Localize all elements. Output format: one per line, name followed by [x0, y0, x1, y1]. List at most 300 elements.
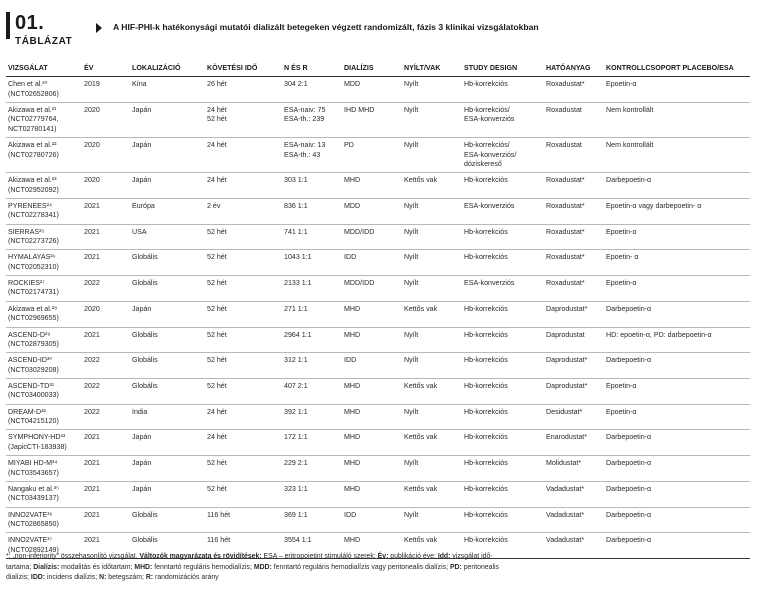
cell-n-and-r-line: 3554 1:1 — [284, 536, 312, 545]
cell-design — [462, 301, 544, 327]
cell-study-line: Akizawa et al.²² — [8, 141, 57, 150]
cell-blinding: Nyílt — [402, 276, 462, 302]
cell-n-and-r — [282, 224, 342, 250]
cell-control: Epoetin-α — [604, 276, 750, 302]
cell-n-and-r-line: 2964 1:1 — [284, 330, 312, 339]
cell-followup-line: 116 hét — [207, 510, 231, 519]
cell-study — [6, 430, 82, 456]
cell-design-line: dóziskereső — [464, 159, 502, 168]
cell-drug: Vadadustat* — [544, 533, 604, 559]
cell-study — [6, 507, 82, 533]
cell-study-line: MIYABI HD-M³⁴ — [8, 459, 58, 468]
cell-location: Globális — [130, 276, 205, 302]
table-row — [6, 507, 750, 533]
cell-n-and-r-line: 2133 1:1 — [284, 279, 312, 288]
cell-n-and-r-line: 303 1:1 — [284, 176, 308, 185]
cell-study — [6, 353, 82, 379]
cell-study — [6, 481, 82, 507]
cell-design-line: Hb-korrekciós — [464, 227, 508, 236]
cell-design — [462, 378, 544, 404]
cell-blinding: Kettős vak — [402, 301, 462, 327]
cell-design-line: Hb-korrekciós — [464, 304, 508, 313]
cell-followup — [205, 507, 282, 533]
cell-control: Epoetin-α — [604, 404, 750, 430]
cell-control: Epoetin-α vagy darbepoetin- α — [604, 198, 750, 224]
cell-study-line: Akizawa et al.²³ — [8, 176, 57, 185]
footnote-text: fenntartó reguláris hemodialízis vagy peritonealis dialízis; — [271, 563, 450, 571]
cell-followup-line: 52 hét — [207, 330, 227, 339]
cell-dialysis: MHD — [342, 327, 402, 353]
table-header — [6, 10, 751, 50]
cell-followup — [205, 198, 282, 224]
cell-design — [462, 353, 544, 379]
table-row — [6, 250, 750, 276]
cell-design — [462, 103, 544, 138]
column-header: VIZSGÁLAT — [6, 62, 82, 77]
cell-study-line: (JapicCTI-183938) — [8, 442, 67, 451]
cell-year: 2022 — [82, 276, 130, 302]
footnote-text: *: „non-inferiority" összehasonlító vizsgálat. — [6, 553, 140, 560]
cell-year: 2022 — [82, 404, 130, 430]
cell-n-and-r — [282, 173, 342, 199]
cell-control: Darbepoetin-α — [604, 533, 750, 559]
cell-dialysis: IDD — [342, 507, 402, 533]
cell-blinding: Nyílt — [402, 138, 462, 173]
cell-year: 2021 — [82, 327, 130, 353]
cell-location: Globális — [130, 327, 205, 353]
column-header: STUDY DESIGN — [462, 62, 544, 77]
cell-year: 2022 — [82, 353, 130, 379]
cell-followup-line: 52 hét — [207, 227, 227, 236]
cell-dialysis: IDD — [342, 353, 402, 379]
footnote-abbr: Dialízis: — [33, 563, 60, 571]
cell-drug: Vadadustat* — [544, 481, 604, 507]
cell-drug: Roxadustat* — [544, 250, 604, 276]
table-row — [6, 301, 750, 327]
cell-design-line: Hb-korrekciós — [464, 80, 508, 89]
cell-study-line: (NCT02952092) — [8, 185, 59, 194]
cell-design — [462, 250, 544, 276]
cell-study — [6, 301, 82, 327]
cell-followup-line: 52 hét — [207, 304, 227, 313]
cell-n-and-r — [282, 481, 342, 507]
cell-blinding: Kettős vak — [402, 173, 462, 199]
cell-n-and-r — [282, 378, 342, 404]
footnote-abbr: Idd: — [437, 553, 451, 560]
table-row — [6, 276, 750, 302]
cell-followup-line: 52 hét — [207, 459, 227, 468]
cell-study-line: INNO2VATE³⁶ — [8, 510, 53, 519]
cell-blinding: Nyílt — [402, 353, 462, 379]
footnote — [6, 552, 750, 584]
cell-followup-line: 52 hét — [207, 381, 227, 390]
cell-drug: Roxadustat* — [544, 77, 604, 103]
cell-n-and-r-line: ESA-th.: 43 — [284, 150, 321, 159]
cell-study — [6, 103, 82, 138]
cell-year: 2021 — [82, 533, 130, 559]
cell-drug: Daprodustat* — [544, 353, 604, 379]
cell-study-line: ASCEND-ID³⁰ — [8, 356, 53, 365]
cell-location: Globális — [130, 353, 205, 379]
cell-location: Európa — [130, 198, 205, 224]
cell-drug: Daprodustat* — [544, 301, 604, 327]
cell-study — [6, 456, 82, 482]
cell-dialysis: MDD/IDD — [342, 224, 402, 250]
cell-year: 2022 — [82, 378, 130, 404]
table-row — [6, 224, 750, 250]
cell-design-line: Hb-korrekciós — [464, 433, 508, 442]
cell-blinding: Nyílt — [402, 507, 462, 533]
cell-year: 2020 — [82, 138, 130, 173]
footnote-bold: Változók magyarázata és rövidítések: — [139, 553, 262, 560]
cell-design-line: ESA-konverziós/ — [464, 150, 517, 159]
cell-n-and-r-line: 229 2:1 — [284, 459, 308, 468]
cell-year: 2020 — [82, 173, 130, 199]
cell-design-line: ESA-konverziós — [464, 279, 515, 288]
cell-design-line: Hb-korrekciós — [464, 381, 508, 390]
cell-followup — [205, 327, 282, 353]
cell-design-line: Hb-korrekciós — [464, 176, 508, 185]
column-header: N ÉS R — [282, 62, 342, 77]
cell-location: Globális — [130, 378, 205, 404]
cell-design — [462, 77, 544, 103]
cell-study — [6, 138, 82, 173]
cell-n-and-r-line: 312 1:1 — [284, 356, 308, 365]
cell-control: HD: epoetin-α, PD: darbepoetin-α — [604, 327, 750, 353]
cell-dialysis: MHD — [342, 456, 402, 482]
table-row — [6, 430, 750, 456]
cell-followup-line: 2 év — [207, 201, 221, 210]
footnote-abbr: IDD: — [30, 574, 46, 582]
column-header: HATÓANYAG — [544, 62, 604, 77]
cell-design — [462, 404, 544, 430]
cell-year: 2021 — [82, 507, 130, 533]
cell-followup — [205, 224, 282, 250]
footnote-abbr: PD: — [449, 563, 462, 571]
table-body — [6, 77, 750, 559]
cell-study-line: Nangaku et al.³⁵ — [8, 484, 60, 493]
cell-drug: Roxadustat — [544, 138, 604, 173]
cell-drug: Roxadustat* — [544, 276, 604, 302]
cell-study-line: Chen et al.²⁰ — [8, 80, 48, 89]
cell-n-and-r — [282, 250, 342, 276]
cell-blinding: Kettős vak — [402, 430, 462, 456]
cell-study-line: INNO2VATE³⁷ — [8, 536, 53, 545]
cell-study — [6, 173, 82, 199]
footnote-abbr: Év: — [377, 553, 389, 560]
cell-study-line: (NCT02865850) — [8, 519, 59, 528]
cell-dialysis: MDD — [342, 77, 402, 103]
cell-location: Japán — [130, 481, 205, 507]
cell-followup — [205, 77, 282, 103]
cell-n-and-r — [282, 353, 342, 379]
cell-study-line: (NCT02879305) — [8, 339, 59, 348]
table-row — [6, 481, 750, 507]
cell-design — [462, 456, 544, 482]
footnote-line-2 — [6, 563, 750, 574]
accent-bar — [6, 12, 10, 39]
cell-year: 2021 — [82, 198, 130, 224]
cell-drug: Vadadustat* — [544, 507, 604, 533]
cell-control: Epoetin-α — [604, 224, 750, 250]
footnote-text: dialízis; — [6, 574, 31, 582]
cell-n-and-r — [282, 103, 342, 138]
cell-drug: Daprodustat — [544, 327, 604, 353]
cell-study — [6, 276, 82, 302]
cell-blinding: Nyílt — [402, 250, 462, 276]
footnote-text: incidens dialízis; — [45, 574, 100, 582]
cell-design — [462, 507, 544, 533]
cell-design — [462, 198, 544, 224]
cell-study-line: ASCEND-TD³¹ — [8, 381, 55, 390]
cell-design-line: ESA-konverziós — [464, 115, 515, 124]
cell-blinding: Kettős vak — [402, 378, 462, 404]
cell-study — [6, 77, 82, 103]
cell-dialysis: PD — [342, 138, 402, 173]
cell-study-line: (NCT03400033) — [8, 391, 59, 400]
cell-drug: Daprodustat* — [544, 378, 604, 404]
cell-design-line: Hb-korrekciós — [464, 536, 508, 545]
cell-study — [6, 378, 82, 404]
cell-dialysis: MHD — [342, 430, 402, 456]
cell-n-and-r — [282, 430, 342, 456]
cell-design — [462, 138, 544, 173]
play-arrow-icon — [96, 23, 102, 33]
cell-study-line: (NCT02273726) — [8, 237, 59, 246]
cell-control: Darbepoetin-α — [604, 301, 750, 327]
cell-study — [6, 224, 82, 250]
cell-study-line: (NCT02052310) — [8, 262, 59, 271]
cell-blinding: Nyílt — [402, 456, 462, 482]
footnote-text: publikáció éve; — [388, 553, 438, 560]
footnote-text: modalitás és időtartam; — [59, 563, 135, 571]
cell-blinding: Nyílt — [402, 198, 462, 224]
footnote-text: randomizációs arány — [153, 574, 219, 582]
table-title: A HIF-PHI-k hatékonysági mutatói dializált betegeken végzett randomizált, fázis 3 klinikai vizsgálatokban — [113, 22, 539, 32]
cell-n-and-r-line: 407 2:1 — [284, 381, 308, 390]
footnote-text: fenntartó reguláris hemodialízis; — [152, 563, 254, 571]
column-header: KONTROLLCSOPORT PLACEBO/ESA — [604, 62, 750, 77]
cell-followup-line: 24 hét — [207, 433, 227, 442]
cell-blinding: Kettős vak — [402, 481, 462, 507]
cell-design-line: Hb-korrekciós — [464, 484, 508, 493]
footnote-line-3 — [6, 573, 750, 584]
cell-control: Epoetin-α — [604, 378, 750, 404]
cell-control: Darbepoetin-α — [604, 430, 750, 456]
cell-study-line: ROCKIES²⁷ — [8, 279, 45, 288]
cell-location: India — [130, 404, 205, 430]
cell-year: 2021 — [82, 430, 130, 456]
cell-followup — [205, 481, 282, 507]
cell-study-line: (NCT02174731) — [8, 288, 59, 297]
cell-year: 2021 — [82, 481, 130, 507]
cell-study-line: (NCT03543657) — [8, 468, 59, 477]
column-header: DIALÍZIS — [342, 62, 402, 77]
cell-study — [6, 327, 82, 353]
cell-study — [6, 250, 82, 276]
footnote-abbr: MDD: — [253, 563, 272, 571]
table-row — [6, 353, 750, 379]
table-row — [6, 456, 750, 482]
cell-blinding: Nyílt — [402, 404, 462, 430]
cell-followup — [205, 378, 282, 404]
cell-year: 2021 — [82, 456, 130, 482]
cell-year: 2021 — [82, 250, 130, 276]
cell-year: 2021 — [82, 224, 130, 250]
cell-study-line: ASCEND-D²⁹ — [8, 330, 51, 339]
cell-design-line: Hb-korrekciós/ — [464, 106, 510, 115]
cell-design-line: ESA-konverziós — [464, 201, 515, 210]
cell-drug: Roxadustat — [544, 103, 604, 138]
cell-followup-line: 24 hét — [207, 176, 227, 185]
cell-design-line: Hb-korrekciós — [464, 407, 508, 416]
cell-blinding: Nyílt — [402, 327, 462, 353]
cell-study-line: (NCT02892149) — [8, 545, 59, 554]
cell-dialysis: MHD — [342, 481, 402, 507]
cell-year: 2020 — [82, 103, 130, 138]
table-number: 01. — [15, 12, 45, 34]
cell-n-and-r — [282, 456, 342, 482]
cell-control: Darbepoetin-α — [604, 353, 750, 379]
table-row — [6, 103, 750, 138]
cell-blinding: Kettős vak — [402, 533, 462, 559]
cell-dialysis: IHD MHD — [342, 103, 402, 138]
cell-drug: Desidustat* — [544, 404, 604, 430]
cell-n-and-r — [282, 507, 342, 533]
cell-followup — [205, 103, 282, 138]
cell-study-line: DREAM-D³² — [8, 407, 46, 416]
cell-study-line: Akizawa et al.²⁸ — [8, 304, 58, 313]
cell-followup-line: 52 hét — [207, 115, 227, 124]
cell-study-line: (NCT02278341) — [8, 211, 59, 220]
column-header: LOKALIZÁCIÓ — [130, 62, 205, 77]
footnote-text: ESA – eritropoietint stimuláló szerek; — [261, 553, 378, 560]
cell-n-and-r-line: 304 2:1 — [284, 80, 308, 89]
cell-n-and-r-line: 271 1:1 — [284, 304, 308, 313]
cell-drug: Roxadustat* — [544, 224, 604, 250]
cell-n-and-r — [282, 301, 342, 327]
cell-drug: Roxadustat* — [544, 173, 604, 199]
cell-dialysis: MHD — [342, 173, 402, 199]
cell-followup-line: 52 hét — [207, 356, 227, 365]
cell-location: Japán — [130, 103, 205, 138]
cell-location: Globális — [130, 507, 205, 533]
cell-study-line: NCT02780141) — [8, 124, 57, 133]
cell-design — [462, 224, 544, 250]
cell-design — [462, 327, 544, 353]
cell-n-and-r-line: 836 1:1 — [284, 201, 308, 210]
cell-study-line: (NCT03439137) — [8, 494, 59, 503]
table-row — [6, 378, 750, 404]
cell-location: Japán — [130, 138, 205, 173]
footnote-text: vizsgálat idő- — [450, 553, 493, 560]
cell-n-and-r-line: 392 1:1 — [284, 407, 308, 416]
cell-n-and-r — [282, 77, 342, 103]
cell-dialysis: MHD — [342, 404, 402, 430]
cell-control: Epoetin- α — [604, 250, 750, 276]
table-row — [6, 327, 750, 353]
cell-design-line: Hb-korrekciós — [464, 330, 508, 339]
cell-followup — [205, 276, 282, 302]
cell-dialysis: MHD — [342, 301, 402, 327]
cell-n-and-r-line: 369 1:1 — [284, 510, 308, 519]
cell-drug: Molidustat* — [544, 456, 604, 482]
cell-design-line: Hb-korrekciós — [464, 459, 508, 468]
cell-design — [462, 481, 544, 507]
table-row — [6, 404, 750, 430]
cell-followup-line: 52 hét — [207, 253, 227, 262]
cell-study-line: Akizawa et al.²¹ — [8, 106, 57, 115]
cell-n-and-r-line: 323 1:1 — [284, 484, 308, 493]
cell-followup-line: 116 hét — [207, 536, 231, 545]
cell-location: Japán — [130, 456, 205, 482]
table-row — [6, 198, 750, 224]
footnote-text: betegszám; — [106, 574, 146, 582]
cell-n-and-r — [282, 198, 342, 224]
column-header: NYÍLT/VAK — [402, 62, 462, 77]
cell-dialysis: MHD — [342, 378, 402, 404]
cell-location: Japán — [130, 301, 205, 327]
footnote-line-1 — [6, 552, 750, 563]
cell-location: Globális — [130, 533, 205, 559]
cell-followup-line: 24 hét — [207, 141, 227, 150]
cell-study-line: PYRENEES²⁴ — [8, 201, 53, 210]
cell-control: Darbepoetin-α — [604, 507, 750, 533]
cell-n-and-r-line: 172 1:1 — [284, 433, 308, 442]
cell-followup — [205, 430, 282, 456]
cell-followup — [205, 353, 282, 379]
cell-followup-line: 26 hét — [207, 80, 227, 89]
table-row — [6, 138, 750, 173]
cell-location: USA — [130, 224, 205, 250]
cell-blinding: Nyílt — [402, 224, 462, 250]
footnote-abbr: N: — [99, 574, 107, 582]
cell-study-line: (NCT03029208) — [8, 365, 59, 374]
cell-control: Epoetin-α — [604, 77, 750, 103]
cell-dialysis: MDD — [342, 198, 402, 224]
cell-control: Nem kontrollált — [604, 103, 750, 138]
cell-design-line: Hb-korrekciós — [464, 356, 508, 365]
cell-study-line: SIERRAS²⁵ — [8, 227, 45, 236]
cell-study — [6, 404, 82, 430]
cell-followup — [205, 250, 282, 276]
table-header-row — [6, 62, 750, 77]
cell-followup-line: 24 hét — [207, 106, 227, 115]
cell-n-and-r-line: ESA-th.: 239 — [284, 115, 325, 124]
cell-drug: Enarodustat* — [544, 430, 604, 456]
cell-study-line: (NCT02969655) — [8, 314, 59, 323]
table-label: TÁBLÁZAT — [15, 36, 73, 47]
table-row — [6, 77, 750, 103]
cell-study — [6, 198, 82, 224]
cell-n-and-r-line: ESA-naiv: 13 — [284, 141, 326, 150]
footnote-text: tartama; — [6, 563, 34, 571]
cell-dialysis: MDD/IDD — [342, 276, 402, 302]
table-row — [6, 173, 750, 199]
cell-blinding: Nyílt — [402, 103, 462, 138]
cell-blinding: Nyílt — [402, 77, 462, 103]
cell-drug: Roxadustat* — [544, 198, 604, 224]
cell-n-and-r — [282, 404, 342, 430]
column-header: ÉV — [82, 62, 130, 77]
cell-followup-line: 52 hét — [207, 279, 227, 288]
cell-study-line: (NCT02779764, — [8, 115, 59, 124]
cell-followup — [205, 173, 282, 199]
data-table — [6, 62, 750, 559]
cell-location: Kína — [130, 77, 205, 103]
cell-design-line: Hb-korrekciós — [464, 253, 508, 262]
cell-design — [462, 430, 544, 456]
